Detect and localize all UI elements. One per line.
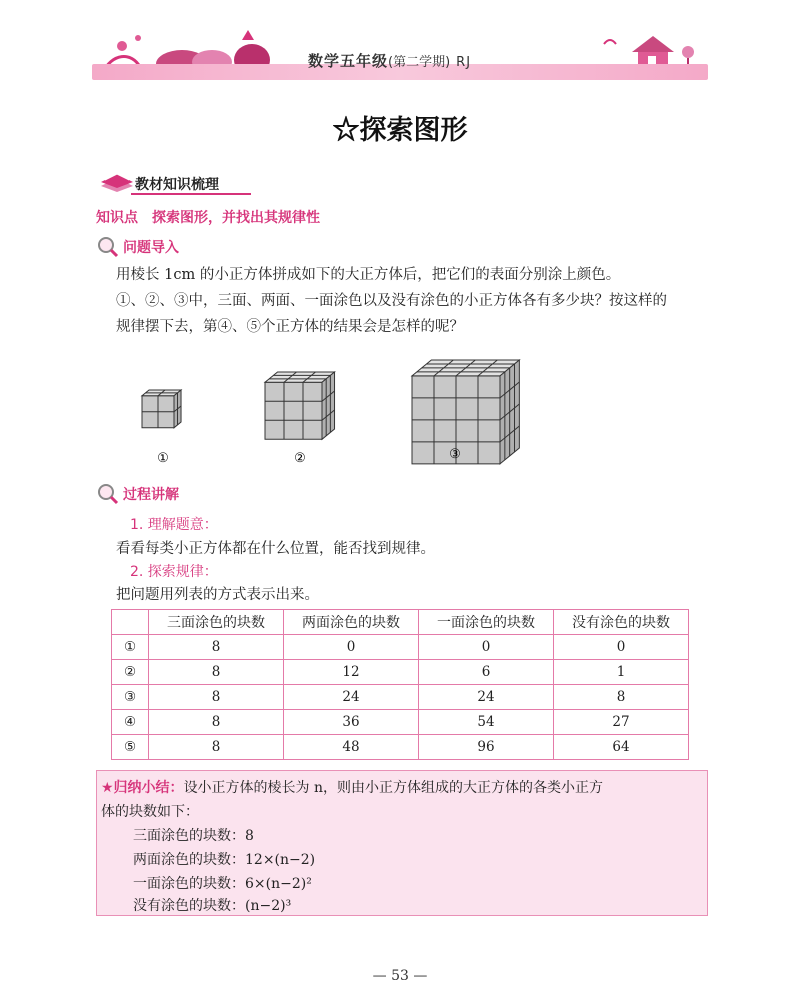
magnifier-icon xyxy=(97,483,119,505)
knowledge-point: 知识点 探索图形，并找出其规律性 xyxy=(96,210,320,226)
table-row xyxy=(112,660,689,685)
intro-line-2: ①、②、③中，三面、两面、一面涂色以及没有涂色的小正方体各有多少块？按这样的 xyxy=(116,293,667,309)
summary-label: ★归纳小结： xyxy=(101,780,184,796)
table-cell: 54 xyxy=(419,710,554,735)
table-cell: 24 xyxy=(419,685,554,710)
table-cell: 6 xyxy=(419,660,554,685)
header-title xyxy=(308,50,471,71)
semester: (第二学期) xyxy=(388,55,451,70)
table-cell: 24 xyxy=(284,685,419,710)
book-title: 数学五年级 xyxy=(308,52,389,70)
table-row xyxy=(112,685,689,710)
table-row xyxy=(112,710,689,735)
summary-text-1: 设小正方体的棱长为 n，则由小正方体组成的大正方体的各类小正方 xyxy=(183,780,604,796)
intro-line-3: 规律摆下去，第④、⑤个正方体的结果会是怎样的呢？ xyxy=(116,319,464,335)
table-cell: 8 xyxy=(149,635,284,660)
table-cell: 27 xyxy=(554,710,689,735)
table-cell: ② xyxy=(112,660,149,685)
step1-text: 看看每类小正方体都在什么位置，能否找到规律。 xyxy=(116,541,435,557)
process-heading-label: 过程讲解 xyxy=(123,487,179,503)
figure-label-2: ② xyxy=(294,451,306,466)
table-cell: 64 xyxy=(554,735,689,760)
summary-text-2: 体的块数如下： xyxy=(101,804,199,820)
table-header-cell: 三面涂色的块数 xyxy=(149,610,284,635)
table-cell: 8 xyxy=(554,685,689,710)
cube-figure-3 xyxy=(412,360,519,464)
cube-figure-2 xyxy=(265,372,335,439)
table-cell: ① xyxy=(112,635,149,660)
summary-box xyxy=(96,770,708,916)
table-cell: 48 xyxy=(284,735,419,760)
table-cell: 36 xyxy=(284,710,419,735)
table-header-row xyxy=(112,610,689,635)
edition: RJ xyxy=(456,55,472,70)
table-header-cell xyxy=(112,610,149,635)
step2-title: 2. 探索规律： xyxy=(130,564,218,580)
step2-text: 把问题用列表的方式表示出来。 xyxy=(116,587,319,603)
summary-item: 两面涂色的块数：12×(n−2) xyxy=(133,852,316,868)
books-icon xyxy=(99,170,135,194)
table-cell: ④ xyxy=(112,710,149,735)
table-cell: 8 xyxy=(149,685,284,710)
intro-heading-label: 问题导入 xyxy=(123,240,179,256)
data-table xyxy=(111,609,689,760)
table-header-cell: 两面涂色的块数 xyxy=(284,610,419,635)
step1-title: 1. 理解题意： xyxy=(130,517,218,533)
section-badge-underline xyxy=(131,193,251,195)
table-cell: 0 xyxy=(554,635,689,660)
table-cell: 0 xyxy=(284,635,419,660)
page-title: ☆探索图形 xyxy=(332,115,468,146)
table-cell: 0 xyxy=(419,635,554,660)
cube-figures xyxy=(130,352,550,472)
magnifier-icon xyxy=(97,236,119,258)
table-cell: 8 xyxy=(149,710,284,735)
page-number: — 53 — xyxy=(372,968,428,984)
table-header-cell: 没有涂色的块数 xyxy=(554,610,689,635)
table-cell: ⑤ xyxy=(112,735,149,760)
table-row xyxy=(112,735,689,760)
section-badge xyxy=(95,168,255,196)
table-cell: 96 xyxy=(419,735,554,760)
summary-item: 三面涂色的块数：8 xyxy=(133,828,254,844)
table-row xyxy=(112,635,689,660)
summary-item: 一面涂色的块数：6×(n−2)² xyxy=(133,876,312,892)
page-header xyxy=(92,22,708,86)
figure-label-3: ③ xyxy=(449,447,461,462)
cube-figure-1 xyxy=(142,390,181,428)
table-cell: 1 xyxy=(554,660,689,685)
table-cell: 8 xyxy=(149,660,284,685)
summary-item: 没有涂色的块数：(n−2)³ xyxy=(133,898,292,914)
table-cell: ③ xyxy=(112,685,149,710)
table-header-cell: 一面涂色的块数 xyxy=(419,610,554,635)
table-cell: 12 xyxy=(284,660,419,685)
table-cell: 8 xyxy=(149,735,284,760)
section-badge-label: 教材知识梳理 xyxy=(135,177,219,193)
intro-line-1: 用棱长 1cm 的小正方体拼成如下的大正方体后，把它们的表面分别涂上颜色。 xyxy=(116,267,621,283)
figure-label-1: ① xyxy=(157,451,169,466)
